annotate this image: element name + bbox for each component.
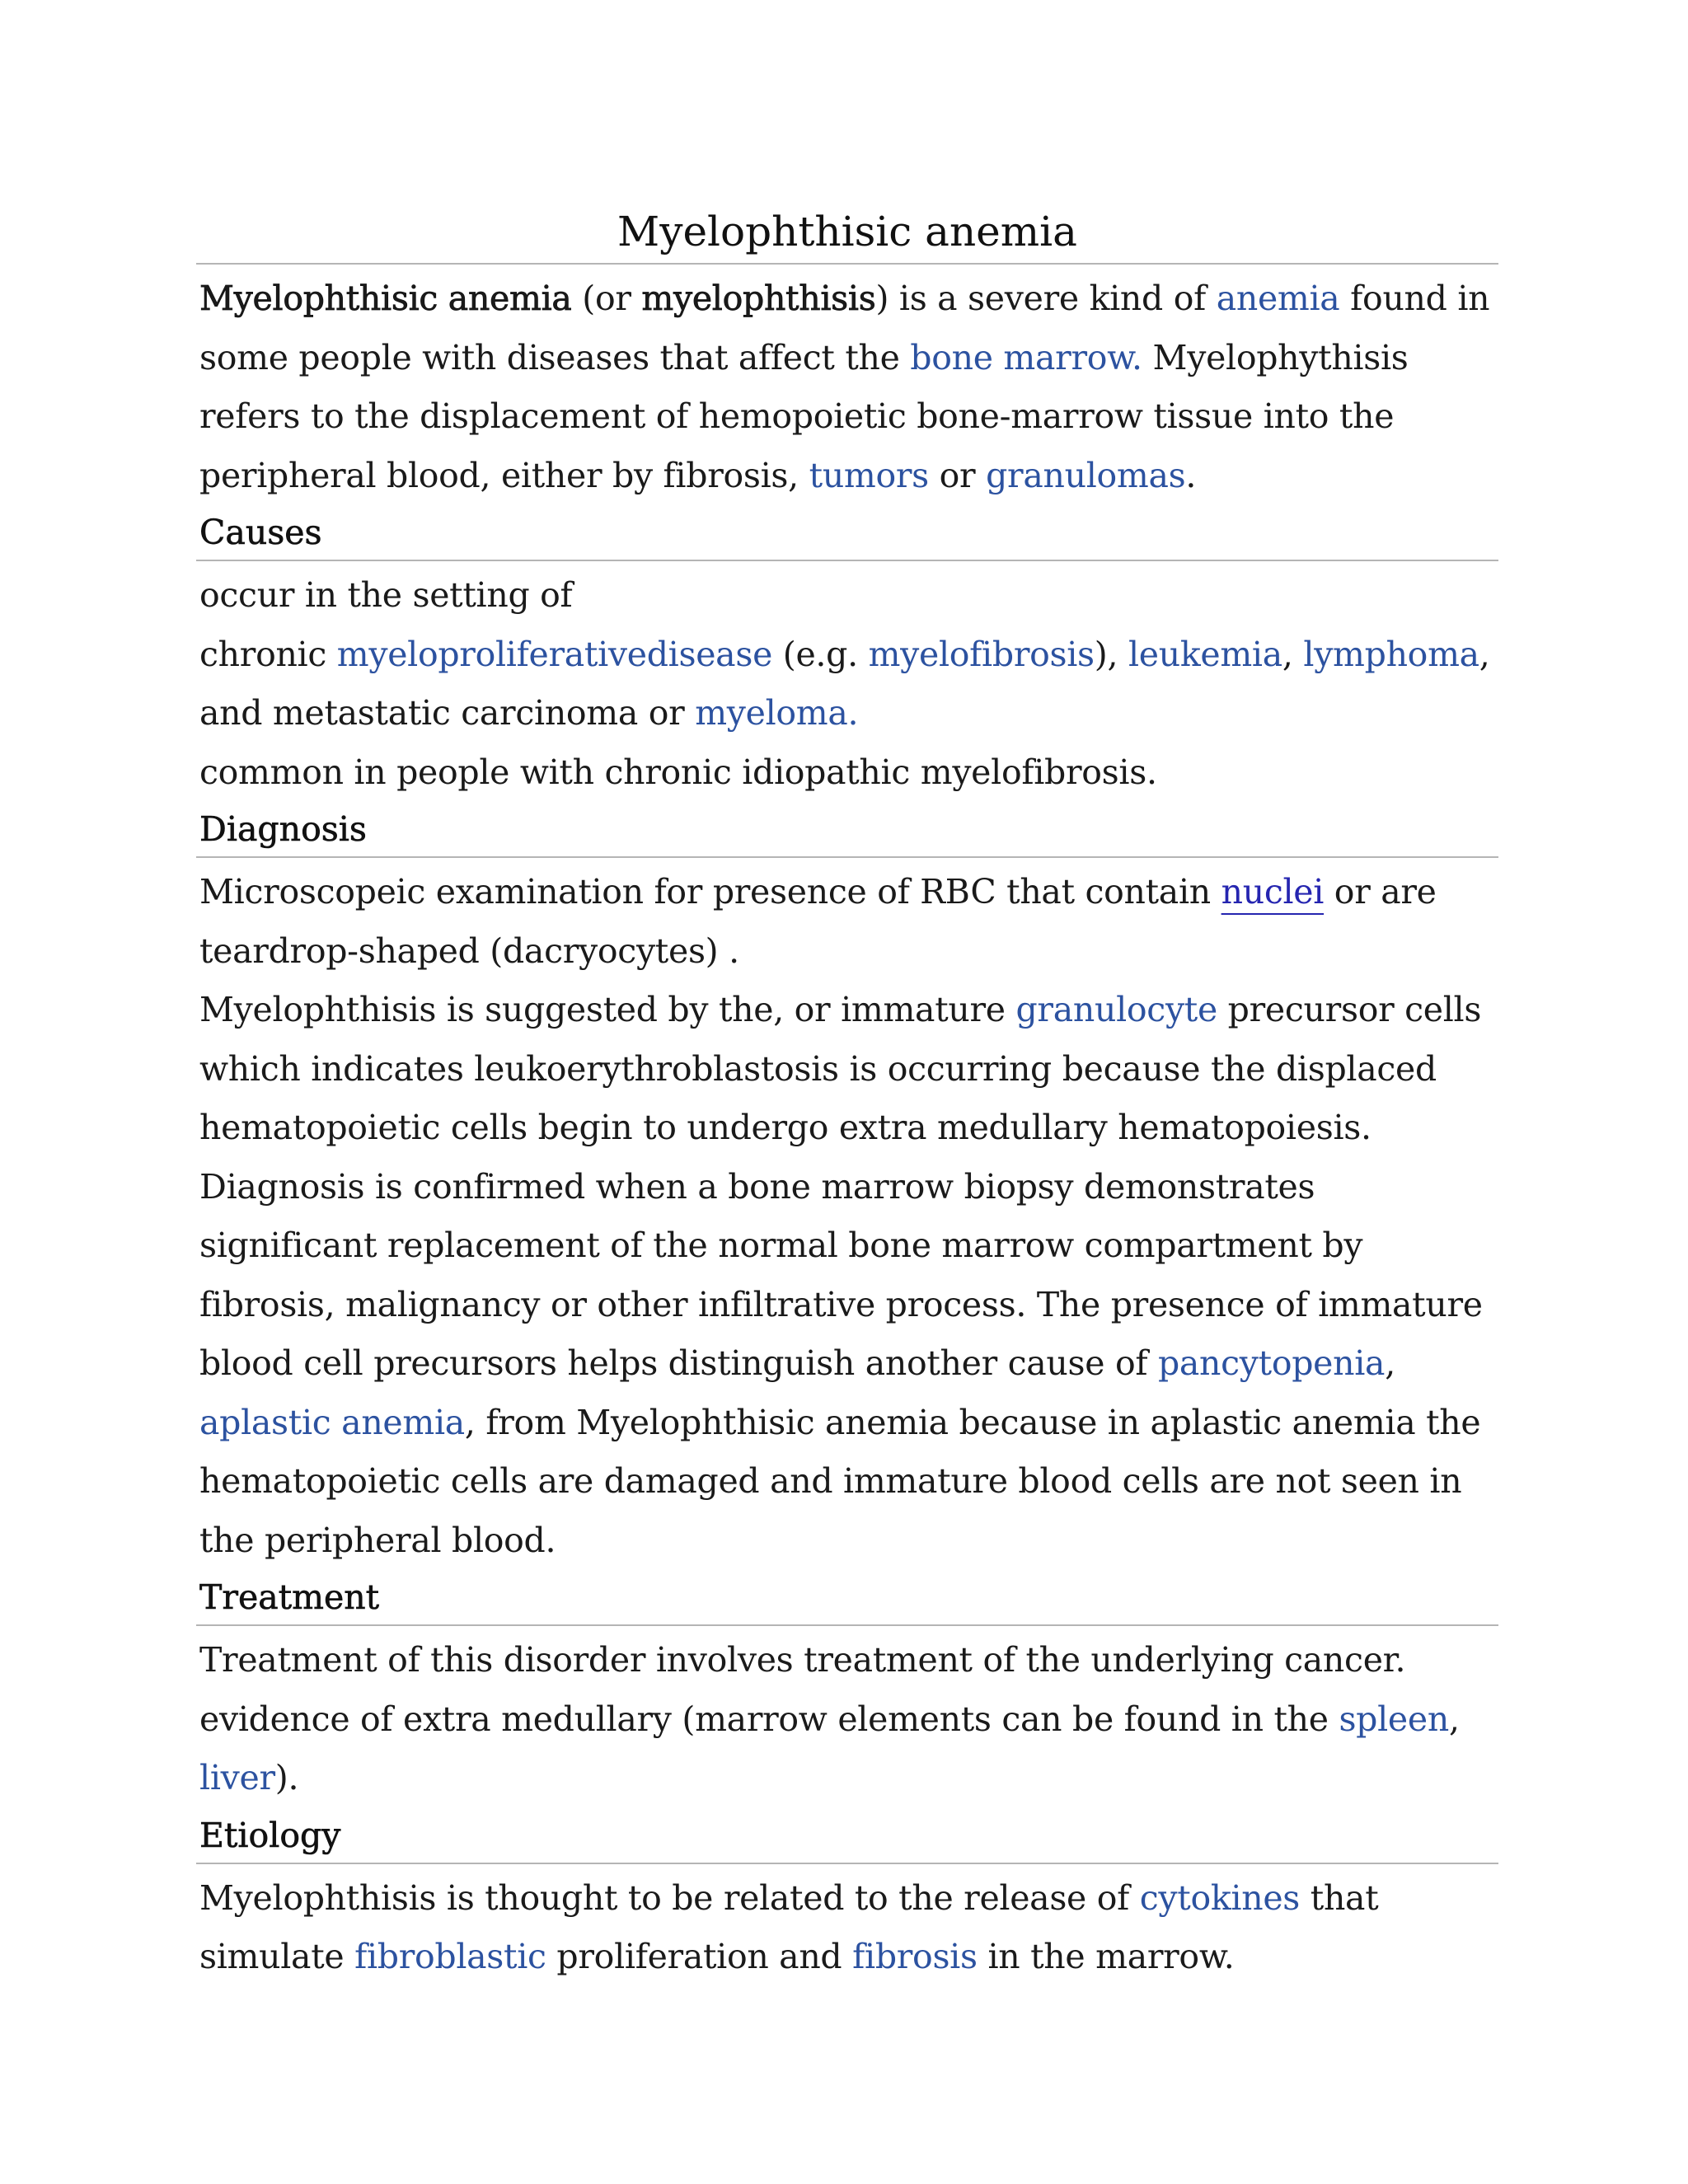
treatment-line-1: Treatment of this disorder involves treatment of the underlying cancer. (199, 1640, 1406, 1680)
causes-line-3: common in people with chronic idiopathic myelofibrosis. (199, 752, 1157, 792)
text: , (1448, 1699, 1460, 1739)
link-bone-marrow[interactable]: bone marrow. (910, 337, 1142, 377)
text: . (1185, 455, 1197, 495)
text: Myelophthisis is suggested by the, or immature (199, 990, 1016, 1029)
text: found in some people with diseases that affect the (199, 279, 1490, 377)
diagnosis-paragraph-1 (196, 863, 1498, 981)
text: precursor cells which indicates leukoerythroblastosis is occurring because the displaced hematopoietic cells begin to undergo extra medullary hematopoiesis. (199, 990, 1482, 1147)
page-title: Myelophthisic anemia (196, 202, 1498, 265)
link-liver[interactable]: liver (199, 1758, 275, 1797)
link-anemia[interactable]: anemia (1216, 279, 1340, 318)
diagnosis-paragraph-3 (196, 1158, 1498, 1571)
text: Microscopeic examination for presence of RBC that contain (199, 872, 1221, 912)
intro-section (196, 265, 1498, 505)
link-aplastic-anemia[interactable]: aplastic anemia (199, 1402, 465, 1442)
document-page (196, 202, 1498, 1987)
causes-section (196, 561, 1498, 802)
causes-line-1: occur in the setting of (199, 575, 573, 615)
text: chronic (199, 634, 337, 674)
link-granulocyte[interactable]: granulocyte (1015, 990, 1217, 1029)
text: or are teardrop-shaped (dacryocytes) . (199, 872, 1437, 971)
text: Myelophythisis refers to the displacement of hemopoietic bone-marrow tissue into the peripheral blood, either by fibrosis, (199, 337, 1409, 495)
text: Myelophthisis is thought to be related to the release of (199, 1877, 1140, 1918)
text: that simulate (199, 1877, 1379, 1976)
causes-paragraph-2 (196, 626, 1498, 743)
link-myeloma[interactable]: myeloma. (695, 693, 859, 733)
link-spleen[interactable]: spleen (1339, 1699, 1449, 1739)
text: ) is a severe kind of (875, 279, 1217, 318)
text: ), (1094, 634, 1128, 674)
term-myelophthisis: myelophthisis (641, 279, 876, 318)
etiology-paragraph-1 (196, 1869, 1498, 1987)
diagnosis-section (196, 858, 1498, 1570)
text: , from Myelophthisic anemia because in aplastic anemia the hematopoietic cells are damaged and immature blood cells are not seen in the peripheral blood. (199, 1402, 1481, 1560)
intro-paragraph (196, 269, 1498, 505)
text: ). (274, 1758, 299, 1797)
treatment-section (196, 1626, 1498, 1808)
link-myeloproliferative-disease[interactable]: myeloproliferativedisease (336, 634, 773, 674)
text: or (928, 455, 987, 495)
text: in the marrow. (977, 1937, 1235, 1976)
etiology-section (196, 1864, 1498, 1987)
text: evidence of extra medullary (marrow elements can be found in the (199, 1699, 1339, 1739)
term-myelophthisic-anemia: Myelophthisic anemia (199, 279, 572, 318)
link-tumors[interactable]: tumors (809, 455, 929, 495)
link-fibrosis[interactable]: fibrosis (852, 1937, 978, 1976)
link-cytokines[interactable]: cytokines (1139, 1877, 1301, 1918)
link-granulomas[interactable]: granulomas (986, 455, 1186, 495)
text: , (1282, 634, 1304, 674)
link-pancytopenia[interactable]: pancytopenia (1157, 1343, 1386, 1383)
text: (or (571, 279, 642, 318)
text: , and metastatic carcinoma or (199, 634, 1490, 733)
heading-causes: Causes (196, 505, 1498, 561)
heading-treatment: Treatment (196, 1570, 1498, 1626)
heading-etiology: Etiology (196, 1808, 1498, 1864)
link-nuclei[interactable]: nuclei (1221, 872, 1325, 912)
link-myelofibrosis[interactable]: myelofibrosis (868, 634, 1095, 674)
text: proliferation and (546, 1937, 853, 1976)
link-leukemia[interactable]: leukemia (1128, 634, 1282, 674)
link-lymphoma[interactable]: lymphoma (1303, 634, 1479, 674)
heading-diagnosis: Diagnosis (196, 802, 1498, 858)
text: (e.g. (772, 634, 869, 674)
link-fibroblastic[interactable]: fibroblastic (354, 1937, 546, 1976)
diagnosis-paragraph-2 (196, 981, 1498, 1158)
text: Diagnosis is confirmed when a bone marrow biopsy demonstrates significant replacement of the normal bone marrow compartment by fibrosis, malignancy or other infiltrative process. The presence of immature blood cell precursors helps distinguish another cause of (199, 1166, 1483, 1383)
text: , (1385, 1343, 1395, 1383)
treatment-paragraph-2 (196, 1690, 1498, 1808)
